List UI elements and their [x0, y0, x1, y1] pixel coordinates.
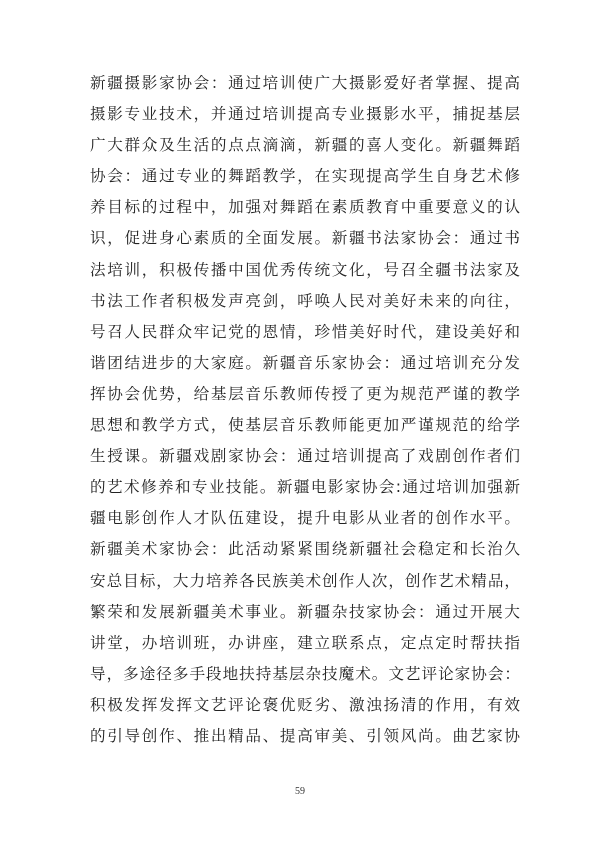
text-line: 疆电影创作人才队伍建设，提升电影从业者的创作水平。: [90, 509, 520, 528]
text-line: 的艺术修养和专业技能。新疆电影家协会:通过培训加强新: [90, 478, 520, 497]
text-line: 思想和教学方式，使基层音乐教师能更加严谨规范的给学: [90, 416, 520, 435]
text-line: 积极发挥发挥文艺评论褒优贬劣、激浊扬清的作用，有效: [90, 695, 520, 714]
text-line: 协会：通过专业的舞蹈教学，在实现提高学生自身艺术修: [90, 167, 520, 186]
text-line: 挥协会优势，给基层音乐教师传授了更为规范严谨的教学: [90, 384, 520, 403]
text-line: 养目标的过程中，加强对舞蹈在素质教育中重要意义的认: [90, 198, 520, 217]
text-line: 广大群众及生活的点点滴滴，新疆的喜人变化。新疆舞蹈: [90, 136, 520, 155]
text-line: 识，促进身心素质的全面发展。新疆书法家协会：通过书: [90, 229, 520, 248]
text-line: 法培训，积极传播中国优秀传统文化，号召全疆书法家及: [90, 260, 520, 279]
text-line: 新疆摄影家协会：通过培训使广大摄影爱好者掌握、提高: [90, 74, 520, 92]
text-line: 生授课。新疆戏剧家协会：通过培训提高了戏剧创作者们: [90, 447, 520, 466]
text-line: 的引导创作、推出精品、提高审美、引领风尚。曲艺家协: [90, 726, 520, 745]
text-line: 摄影专业技术，并通过培训提高专业摄影水平，捕捉基层: [90, 105, 520, 124]
text-line: 讲堂，办培训班，办讲座，建立联系点，定点定时帮扶指: [90, 633, 520, 652]
page-number: 59: [295, 786, 305, 797]
text-line: 书法工作者积极发声亮剑，呼唤人民对美好未来的向往，: [90, 291, 520, 310]
text-line: 导，多途径多手段地扶持基层杂技魔术。文艺评论家协会：: [90, 664, 520, 683]
text-line: 新疆美术家协会：此活动紧紧围绕新疆社会稳定和长治久: [90, 540, 520, 559]
text-line: 谐团结进步的大家庭。新疆音乐家协会：通过培训充分发: [90, 353, 520, 372]
text-line: 安总目标，大力培养各民族美术创作人次，创作艺术精品，: [90, 571, 520, 590]
body-text: [90, 68, 520, 752]
text-line: 号召人民群众牢记党的恩情，珍惜美好时代，建设美好和: [90, 322, 520, 341]
text-line: 繁荣和发展新疆美术事业。新疆杂技家协会：通过开展大: [90, 602, 520, 621]
